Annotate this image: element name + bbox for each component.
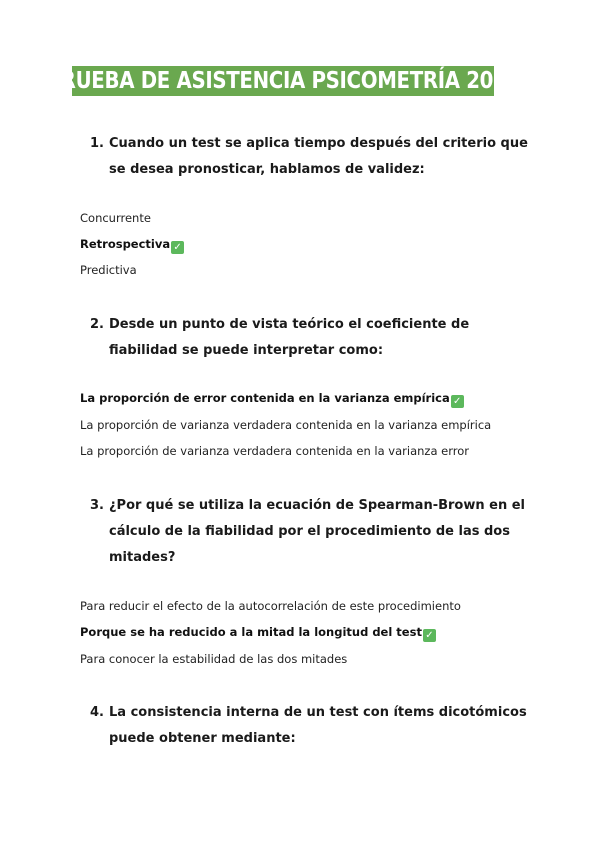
- question-text: Cuando un test se aplica tiempo después del criterio que se desea pronosticar, hablamos de validez:: [109, 136, 528, 177]
- option-2a-correct: [80, 391, 550, 408]
- option-text: La proporción de error contenida en la varianza empírica: [80, 391, 450, 405]
- option-1a: [80, 211, 550, 225]
- title-banner: [46, 66, 520, 96]
- check-mark-icon: ✓: [423, 629, 436, 642]
- question-text: Desde un punto de vista teórico el coeficiente de fiabilidad se puede interpretar como:: [109, 317, 470, 358]
- check-mark-icon: ✓: [451, 395, 464, 408]
- option-3c: [80, 652, 550, 666]
- option-2b: [80, 418, 550, 432]
- option-text: Para conocer la estabilidad de las dos mitades: [80, 652, 348, 666]
- document-title: PRUEBA DE ASISTENCIA PSICOMETRÍA 2023: [46, 68, 520, 94]
- question-number: 2.: [90, 317, 104, 332]
- option-text: Para reducir el efecto de la autocorrelación de este procedimiento: [80, 599, 461, 613]
- option-text: La proporción de varianza verdadera contenida en la varianza error: [80, 444, 469, 458]
- option-3b-correct: [80, 625, 550, 642]
- option-1c: [80, 263, 550, 277]
- option-text: Retrospectiva: [80, 237, 171, 251]
- option-1b-correct: [80, 237, 550, 254]
- option-text: Porque se ha reducido a la mitad la longitud del test: [80, 625, 422, 639]
- question-2: [90, 312, 530, 364]
- question-text: ¿Por qué se utiliza la ecuación de Spearman-Brown en el cálculo de la fiabilidad por el procedimiento de las dos mitades?: [109, 498, 525, 565]
- option-text: Concurrente: [80, 211, 151, 225]
- question-1: [90, 131, 530, 183]
- option-text: La proporción de varianza verdadera contenida en la varianza empírica: [80, 418, 492, 432]
- question-3: [90, 493, 530, 571]
- question-4: [90, 700, 530, 752]
- question-number: 1.: [90, 136, 104, 151]
- question-text: La consistencia interna de un test con ítems dicotómicos puede obtener mediante:: [109, 705, 527, 746]
- question-number: 3.: [90, 498, 104, 513]
- question-number: 4.: [90, 705, 104, 720]
- option-3a: [80, 599, 550, 613]
- option-text: Predictiva: [80, 263, 137, 277]
- check-mark-icon: ✓: [171, 241, 184, 254]
- option-2c: [80, 444, 550, 458]
